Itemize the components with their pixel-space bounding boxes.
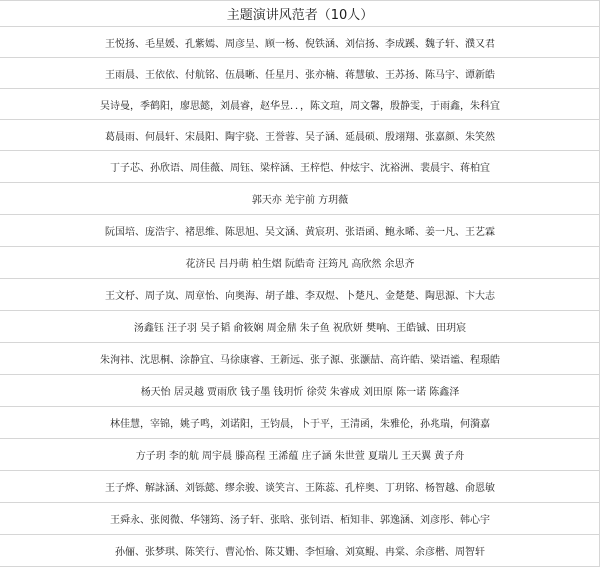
name-row: 王雨晨、王依依、付航铭、伍晨晰、任星月、张亦楠、蒋慧敏、王苏扬、陈马宇、谭新皓: [0, 58, 600, 89]
name-row: 王文杼、周子岚、周章怡、向奥海、胡子雄、李双煜、卜楚凡、金楚楚、陶思源、卞大志: [0, 279, 600, 311]
name-row: 王子烨、解詠涵、刘铄懿、缪余骏、谈笑言、王陈蕊、孔梓奥、丁玥铭、杨智越、俞恩敏: [0, 471, 600, 503]
name-row: 王舜永、张阅微、华翎筠、汤子轩、张晗、张钊语、栢知非、郭逸涵、刘彦彤、韩心宇: [0, 503, 600, 535]
name-row: 林佳慧，宰锦，姚子鸣，刘诺阳，王钧晨，卜于平，王清函，朱雅伦，孙兆瑞，何漪嘉: [0, 407, 600, 439]
name-row: 王悦扬、毛星媛、孔紫嫣、周彦呈、顾一杨、倪铁涵、刘信扬、李成蹊、魏子轩、濮又君: [0, 27, 600, 58]
name-row: 花济民 吕丹萌 柏生熠 阮皓奇 汪筠凡 高欣然 余思齐: [0, 247, 600, 279]
name-row: 杨天怡 居灵越 贾雨欣 钱子墨 钱玥忻 徐荧 朱睿成 刘田原 陈一诺 陈鑫泽: [0, 375, 600, 407]
name-row: 方子玥 李的航 周宇晨 滕高程 王浠蕴 庄子涵 朱世萱 夏瑞儿 王天翼 黄子舟: [0, 439, 600, 471]
name-row: 吴诗曼，季鹤阳，廖思懿，刘晨睿，赵华昱．．，陈文瑄，周文馨，殷静雯，于雨鑫，朱科宜: [0, 89, 600, 120]
list-title: 主题演讲风范者（10人）: [0, 0, 600, 27]
name-row: 汤鑫钰 汪子羽 吴子韬 俞筱娴 周金鼎 朱子鱼 祝欣妍 樊响、王皓铖、田玥宸: [0, 311, 600, 343]
name-row: 丁子芯、孙欣语、周佳薇、周钰、梁梓涵、王梓恺、仲炫宇、沈裕洲、裴晨宇、蒋柏宜: [0, 151, 600, 183]
name-row: 葛晨雨、何晨轩、宋晨阳、陶宇骁、王誉蓉、吴子涵、延晨硕、殷翊翔、张嘉颜、朱笑然: [0, 120, 600, 151]
name-row: 郭天亦 羌宇前 方玥薇: [0, 183, 600, 215]
name-row: 阮国培、庞浩宇、褚思维、陈思旭、吴文涵、黄宸玥、张语函、鲍永晞、姜一凡、王艺霖: [0, 215, 600, 247]
name-row: 孙俪、张梦琪、陈笑行、曹沁怡、陈艾姗、李恒瑜、刘寞鲲、冉棠、余彦楷、周智轩: [0, 535, 600, 567]
name-row: 朱洵祎、沈思桐、涂静宜、马徐康睿、王新远、张子源、张灏喆、高许皓、梁语谧、程璟皓: [0, 343, 600, 375]
